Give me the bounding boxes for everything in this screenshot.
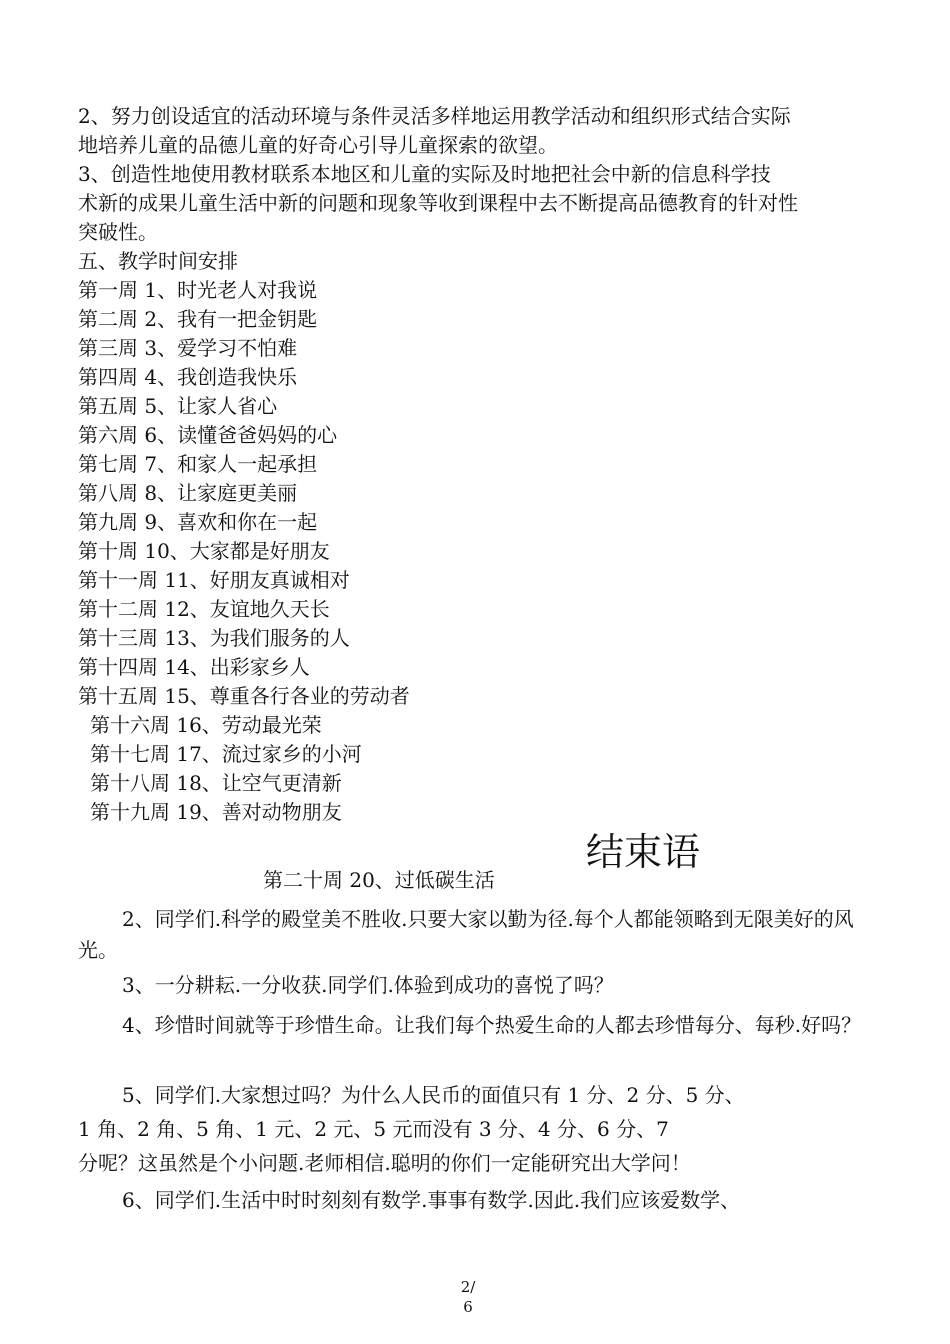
schedule-item: 第十九周 19、善对动物朋友 [90, 800, 342, 824]
intro-line-5: 突破性。 [78, 220, 158, 244]
closing-paragraph-5-line-3: 分呢？这虽然是个小问题.老师相信.聪明的你们一定能研究出大学问！ [78, 1151, 691, 1175]
schedule-item: 第三周 3、爱学习不怕难 [78, 336, 298, 360]
schedule-item: 第二周 2、我有一把金钥匙 [78, 307, 318, 331]
page-number-bottom: 6 [463, 1298, 473, 1316]
page-number-top: 2/ [460, 1278, 476, 1296]
intro-line-1: 2、努力创设适宜的活动环境与条件灵活多样地运用教学活动和组织形式结合实际 [78, 104, 791, 128]
closing-paragraph-5-line-2: 1 角、2 角、5 角、1 元、2 元、5 元而没有 3 分、4 分、6 分、7 [78, 1117, 669, 1141]
schedule-item: 第九周 9、喜欢和你在一起 [78, 510, 318, 534]
schedule-item: 第八周 8、让家庭更美丽 [78, 481, 298, 505]
section-title: 五、教学时间安排 [78, 249, 238, 273]
schedule-item: 第五周 5、让家人省心 [78, 394, 278, 418]
schedule-item: 第十六周 16、劳动最光荣 [90, 713, 322, 737]
schedule-item: 第七周 7、和家人一起承担 [78, 452, 318, 476]
closing-heading: 结束语 [586, 830, 701, 874]
schedule-item: 第十七周 17、流过家乡的小河 [90, 742, 362, 766]
intro-line-2: 地培养儿童的品德儿童的好奇心引导儿童探索的欲望。 [78, 133, 558, 157]
closing-paragraph-4: 4、珍惜时间就等于珍惜生命。让我们每个热爱生命的人都去珍惜每分、每秒.好吗？ [122, 1013, 862, 1037]
schedule-item: 第一周 1、时光老人对我说 [78, 278, 318, 302]
closing-paragraph-6: 6、同学们.生活中时时刻刻有数学.事事有数学.因此.我们应该爱数学、 [122, 1188, 741, 1212]
schedule-item: 第十八周 18、让空气更清新 [90, 771, 342, 795]
intro-line-4: 术新的成果儿童生活中新的问题和现象等收到课程中去不断提高品德教育的针对性 [78, 191, 798, 215]
schedule-item: 第十二周 12、友谊地久天长 [78, 597, 330, 621]
intro-line-3: 3、创造性地使用教材联系本地区和儿童的实际及时地把社会中新的信息科学技 [78, 162, 771, 186]
closing-paragraph-3: 3、一分耕耘.一分收获.同学们.体验到成功的喜悦了吗？ [122, 973, 614, 997]
schedule-item: 第六周 6、读懂爸爸妈妈的心 [78, 423, 338, 447]
schedule-item: 第十一周 11、好朋友真诚相对 [78, 568, 350, 592]
closing-paragraph-2: 2、同学们.科学的殿堂美不胜收.只要大家以勤为径.每个人都能领略到无限美好的风光。 [78, 907, 854, 962]
schedule-item: 第四周 4、我创造我快乐 [78, 365, 298, 389]
schedule-item: 第十周 10、大家都是好朋友 [78, 539, 330, 563]
schedule-item: 第十四周 14、出彩家乡人 [78, 655, 310, 679]
closing-paragraph-5-line-1: 5、同学们.大家想过吗？为什么人民币的面值只有 1 分、2 分、5 分、 [122, 1083, 745, 1107]
schedule-item-week20: 第二十周 20、过低碳生活 [263, 868, 495, 892]
schedule-item: 第十五周 15、尊重各行各业的劳动者 [78, 684, 410, 708]
schedule-item: 第十三周 13、为我们服务的人 [78, 626, 350, 650]
